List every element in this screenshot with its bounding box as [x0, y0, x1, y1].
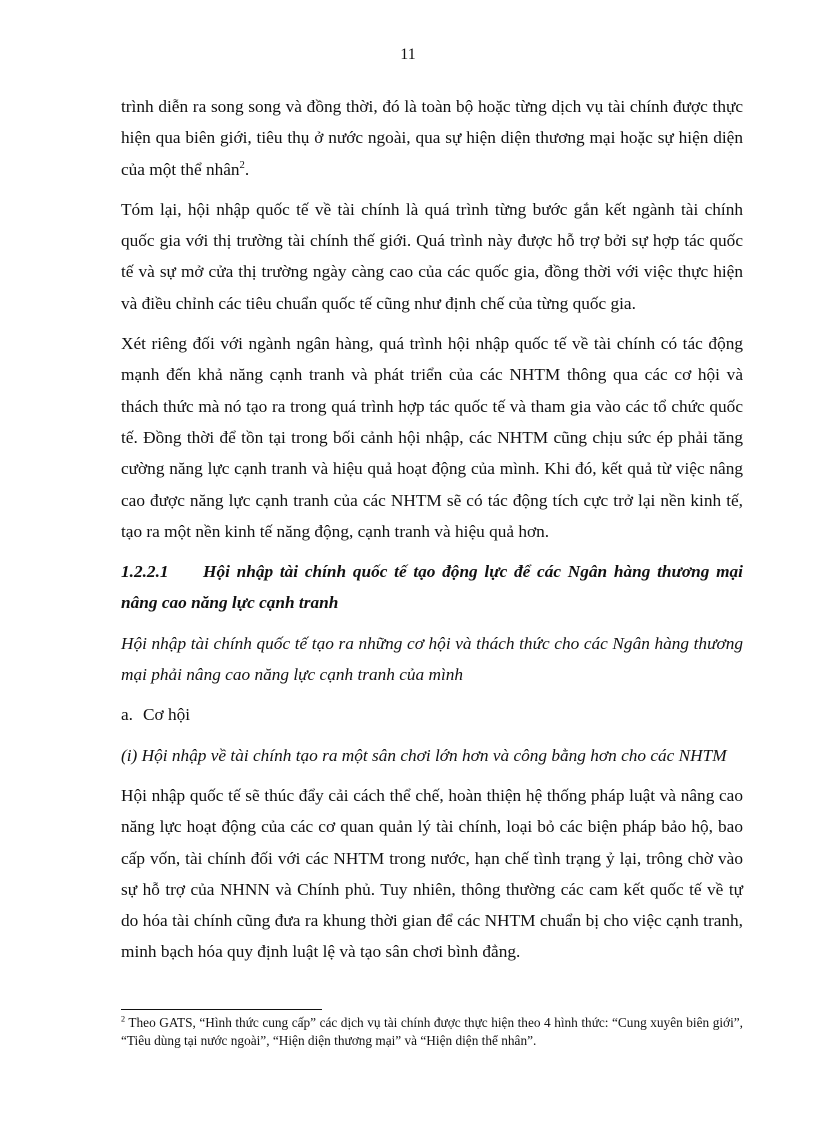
- paragraph-1-text: trình diễn ra song song và đồng thời, đó là toàn bộ hoặc từng dịch vụ tài chính được thực hiện qua biên giới, tiêu thụ ở nước ngoài, qua sự hiện diện thương mại hoặc sự hiện diện của một thể nhân: [121, 97, 743, 179]
- footnote-ref[interactable]: 2: [239, 158, 245, 171]
- section-intro: Hội nhập tài chính quốc tế tạo ra những cơ hội và thách thức cho các Ngân hàng thương mại phải nâng cao năng lực cạnh tranh của mình: [121, 633, 743, 685]
- paragraph-4: Hội nhập quốc tế sẽ thúc đẩy cải cách thể chế, hoàn thiện hệ thống pháp luật và nâng cao năng lực hoạt động của các cơ quan quản lý tài chính, loại bỏ các biện pháp bảo hộ, bao cấp vốn, tài chính đối với các NHTM trong nước, hạn chế tình trạng ỷ lại, trông chờ vào sự hỗ trợ của NHNN và Chính phủ. Tuy nhiên, thông thường các cam kết quốc tế về tự do hóa tài chính cũng đưa ra khung thời gian để các NHTM chuẩn bị cho việc cạnh tranh, minh bạch hóa quy định luật lệ và tạo sân chơi bình đẳng.: [121, 785, 743, 962]
- paragraph-2: Tóm lại, hội nhập quốc tế về tài chính là quá trình từng bước gắn kết ngành tài chính quốc gia với thị trường tài chính thế giới. Quá trình này được hỗ trợ bởi sự hợp tác quốc tế và sự mở cửa thị trường ngày càng cao của các quốc gia, đồng thời với việc thực hiện và điều chỉnh các tiêu chuẩn quốc tế cũng như định chế của từng quốc gia.: [121, 199, 743, 313]
- page-number: 11: [400, 46, 416, 63]
- paragraph-1-end: .: [244, 159, 250, 179]
- footnote-divider: [121, 1009, 322, 1010]
- section-heading-text: Hội nhập tài chính quốc tế tạo động lực để các Ngân hàng thương mại nâng cao năng lực cạnh tranh: [121, 562, 743, 613]
- section-heading: [121, 556, 743, 619]
- section-heading-number: 1.2.2.1: [121, 562, 169, 582]
- list-item-a-letter: a.: [121, 705, 133, 725]
- paragraph-3: Xét riêng đối với ngành ngân hàng, quá trình hội nhập quốc tế về tài chính có tác động mạnh đến khả năng cạnh tranh và phát triển của các NHTM thông qua các cơ hội và thách thức mà nó tạo ra trong quá trình hợp tác quốc tế và tham gia vào các tổ chức quốc tế. Đồng thời để tồn tại trong bối cảnh hội nhập, các NHTM cũng chịu sức ép phải tăng cường năng lực cạnh tranh và hiệu quả hoạt động của mình. Khi đó, kết quả từ việc nâng cao được năng lực cạnh tranh của các NHTM sẽ có tác động tích cực trở lại nền kinh tế, tạo ra một nền kinh tế năng động, cạnh tranh và hiệu quả hơn.: [121, 334, 743, 541]
- list-item-a: [121, 699, 743, 730]
- list-item-a-label: Cơ hội: [143, 705, 191, 725]
- footnote-text: Theo GATS, “Hình thức cung cấp” các dịch vụ tài chính được thực hiện theo 4 hình thức: “Cung xuyên biên giới”, “Tiêu dùng tại nước ngoài”, “Hiện diện thương mại” và “Hiện diện thể nhân”.: [121, 1015, 743, 1048]
- footnote: [121, 1014, 743, 1050]
- sub-point-i: (i) Hội nhập về tài chính tạo ra một sân chơi lớn hơn và công bằng hơn cho các NHTM: [121, 745, 727, 765]
- paragraph-1: [121, 91, 743, 185]
- document-body: [121, 91, 743, 977]
- footnote-marker: 2: [121, 1014, 126, 1024]
